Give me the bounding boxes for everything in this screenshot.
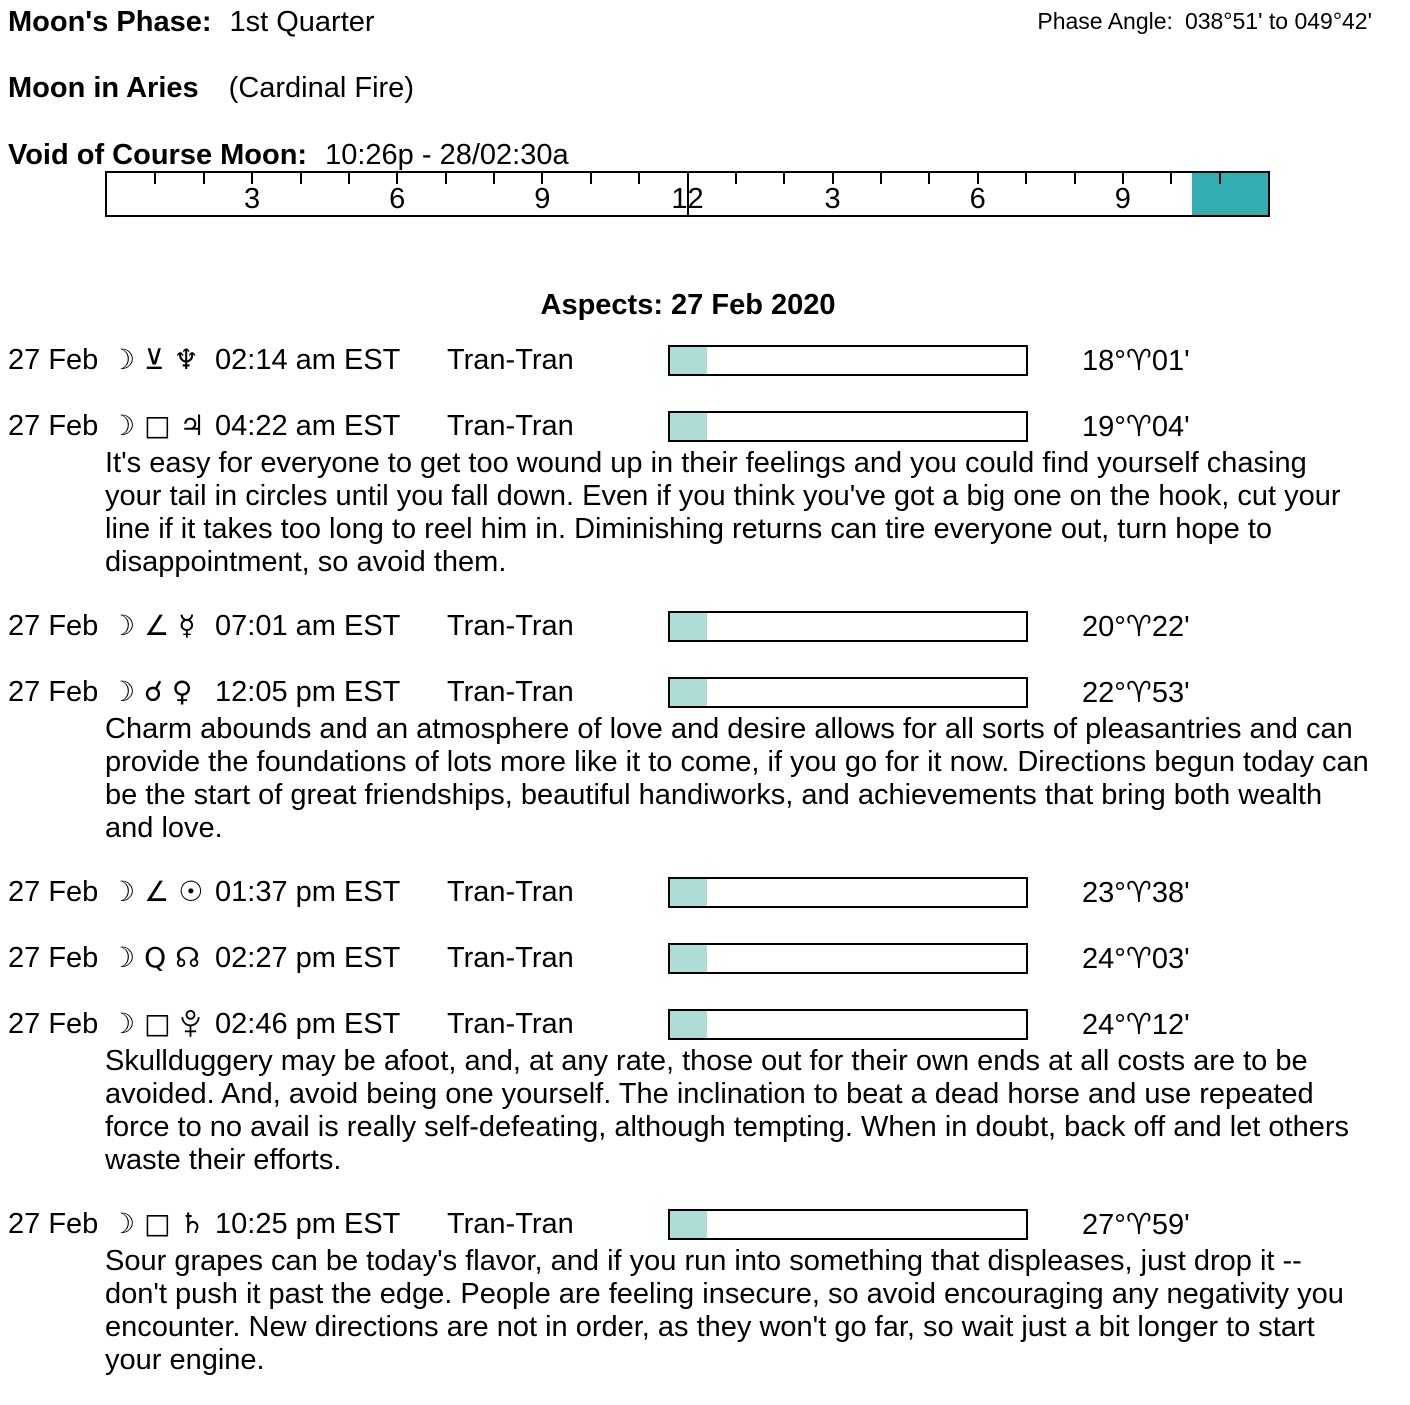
void-of-course-line xyxy=(8,139,569,172)
ruler-tick xyxy=(1170,173,1172,184)
planet-north-node-icon: ☊ xyxy=(175,941,201,974)
aspect-date: 27 Feb xyxy=(8,343,99,376)
moon-phase-line xyxy=(8,6,375,39)
planet-mercury-icon: ☿ xyxy=(178,609,196,642)
ruler-tick xyxy=(928,173,930,184)
moon-icon: ☽ xyxy=(110,875,136,908)
aspect-square-icon: □ xyxy=(144,1007,171,1040)
aspect-time: 02:46 pm EST xyxy=(215,1007,401,1040)
aspect-date: 27 Feb xyxy=(8,875,99,908)
ruler-hour-label: 9 xyxy=(534,183,551,215)
aspect-row xyxy=(0,607,1410,645)
ruler-tick xyxy=(154,173,156,184)
aspect-conjunction-icon: ☌ xyxy=(144,675,163,708)
aspect-progress-fill xyxy=(670,1011,707,1038)
ruler-hour-label: 3 xyxy=(244,183,261,215)
moon-icon: ☽ xyxy=(110,1007,136,1040)
planet-venus-icon: ♀ xyxy=(171,675,193,708)
aspect-description: It's easy for everyone to get too wound up in their feelings and you could find yourself chasing your tail in circles until you fall down. Even if you think you've got a big one on the hook, cut your line if it takes too long to reel him in. Diminishing returns can tire everyone out, turn hope to disappointment, so avoid them. xyxy=(105,447,1341,578)
aspect-glyphs xyxy=(110,1009,215,1039)
aspect-type: Tran-Tran xyxy=(447,409,574,442)
ruler-tick xyxy=(493,173,495,184)
moon-icon: ☽ xyxy=(110,941,136,974)
aspect-glyphs xyxy=(110,1207,215,1240)
aspect-type: Tran-Tran xyxy=(447,1207,574,1240)
aspect-progress-bar xyxy=(668,611,1028,642)
moon-icon: ☽ xyxy=(110,675,136,708)
ruler-tick xyxy=(348,173,350,184)
moon-sign-line xyxy=(8,72,414,105)
ruler-tick xyxy=(1074,173,1076,184)
aspect-time: 02:14 am EST xyxy=(215,343,401,376)
aspect-progress-bar xyxy=(668,677,1028,708)
ruler-tick xyxy=(1025,173,1027,184)
aspects-list xyxy=(0,341,1410,1405)
aspects-title: Aspects: 27 Feb 2020 xyxy=(540,289,836,321)
ruler-hour-label: 6 xyxy=(389,183,406,215)
aspect-quintile-icon: Q xyxy=(144,941,167,974)
aspect-progress-fill xyxy=(670,879,707,906)
ruler-tick xyxy=(445,173,447,184)
aspect-row xyxy=(0,873,1410,911)
aspect-block xyxy=(0,1005,1410,1177)
aspect-progress-bar xyxy=(668,943,1028,974)
aspect-date: 27 Feb xyxy=(8,609,99,642)
aspect-glyphs xyxy=(110,409,215,442)
aspect-semi-square-icon: ∠ xyxy=(144,609,170,642)
aspect-type: Tran-Tran xyxy=(447,609,574,642)
aspect-date: 27 Feb xyxy=(8,675,99,708)
aspect-progress-fill xyxy=(670,413,707,440)
moon-icon: ☽ xyxy=(110,409,136,442)
ruler-tick xyxy=(638,173,640,184)
aspect-block xyxy=(0,1205,1410,1377)
aspect-block xyxy=(0,939,1410,977)
planet-sun-icon: ☉ xyxy=(178,875,204,908)
aspect-time: 10:25 pm EST xyxy=(215,1207,401,1240)
aspect-progress-fill xyxy=(670,347,707,374)
ruler-tick xyxy=(880,173,882,184)
aspect-position: 20°♈22' xyxy=(1082,610,1190,643)
ruler-hour-label: 12 xyxy=(671,183,704,215)
ruler-tick xyxy=(1219,173,1221,184)
aspect-position: 22°♈53' xyxy=(1082,676,1190,709)
aspect-time: 07:01 am EST xyxy=(215,609,401,642)
aspect-block xyxy=(0,873,1410,911)
phase-angle-value: 038°51' to 049°42' xyxy=(1184,8,1372,34)
void-of-course-ruler xyxy=(105,171,1270,217)
moon-icon: ☽ xyxy=(110,609,136,642)
voc-highlight-block xyxy=(1192,173,1268,215)
moon-phase-value: 1st Quarter xyxy=(229,6,375,38)
aspect-progress-bar xyxy=(668,411,1028,442)
aspect-position: 24°♈12' xyxy=(1082,1008,1190,1041)
ruler-tick xyxy=(590,173,592,184)
aspect-progress-fill xyxy=(670,1211,707,1238)
aspect-block xyxy=(0,407,1410,579)
aspect-progress-bar xyxy=(668,1009,1028,1040)
aspect-row xyxy=(0,341,1410,379)
void-of-course-value: 10:26p - 28/02:30a xyxy=(325,139,569,171)
ruler-tick xyxy=(300,173,302,184)
moon-sign-label: Moon in Aries xyxy=(8,72,199,104)
aspect-row xyxy=(0,939,1410,977)
aspect-glyphs xyxy=(110,941,215,974)
aspect-progress-fill xyxy=(670,945,707,972)
aspect-glyphs xyxy=(110,675,215,708)
moon-icon: ☽ xyxy=(110,343,136,376)
aspect-glyphs xyxy=(110,343,215,376)
aspect-time: 02:27 pm EST xyxy=(215,941,401,974)
aspect-date: 27 Feb xyxy=(8,1207,99,1240)
ruler-tick xyxy=(783,173,785,184)
planet-pluto-icon xyxy=(180,1009,201,1039)
aspect-block xyxy=(0,607,1410,645)
ruler-hour-label: 3 xyxy=(824,183,841,215)
aspect-progress-bar xyxy=(668,1209,1028,1240)
aspect-square-icon: □ xyxy=(144,1207,171,1240)
aspect-row xyxy=(0,673,1410,711)
aspect-time: 01:37 pm EST xyxy=(215,875,401,908)
aspect-position: 18°♈01' xyxy=(1082,344,1190,377)
aspect-description: Skullduggery may be afoot, and, at any rate, those out for their own ends at all costs are to be avoided. And, avoid being one yourself. The inclination to beat a dead horse and use repeated force to no avail is really self-defeating, although tempting. When in doubt, back off and let others waste their efforts. xyxy=(105,1045,1349,1176)
aspect-progress-bar xyxy=(668,345,1028,376)
ruler-tick xyxy=(203,173,205,184)
aspect-description: Charm abounds and an atmosphere of love and desire allows for all sorts of pleasantries and can provide the foundations of lots more like it to come, if you go for it now. Directions begun today can be the start of great friendships, beautiful handiworks, and achievements that bring both wealth and love. xyxy=(105,713,1369,844)
planet-neptune-icon: ♆ xyxy=(173,343,199,376)
aspect-type: Tran-Tran xyxy=(447,675,574,708)
aspect-row xyxy=(0,407,1410,445)
phase-angle-line xyxy=(1037,8,1372,35)
ruler-hour-label: 6 xyxy=(969,183,986,215)
planet-jupiter-icon: ♃ xyxy=(179,409,205,442)
aspect-progress-fill xyxy=(670,613,707,640)
moon-icon: ☽ xyxy=(110,1207,136,1240)
aspect-date: 27 Feb xyxy=(8,941,99,974)
aspect-position: 19°♈04' xyxy=(1082,410,1190,443)
aspect-description: Sour grapes can be today's flavor, and if you run into something that displeases, just drop it -- don't push it past the edge. People are feeling insecure, so avoid encouraging any negativity you encounter. New directions are not in order, as they won't go far, so wait just a bit longer to start your engine. xyxy=(105,1245,1344,1376)
planet-saturn-icon: ♄ xyxy=(179,1207,205,1240)
aspect-position: 27°♈59' xyxy=(1082,1208,1190,1241)
aspect-progress-fill xyxy=(670,679,707,706)
aspect-type: Tran-Tran xyxy=(447,941,574,974)
void-of-course-label: Void of Course Moon: xyxy=(8,139,308,171)
aspect-type: Tran-Tran xyxy=(447,343,574,376)
aspect-date: 27 Feb xyxy=(8,409,99,442)
aspect-time: 12:05 pm EST xyxy=(215,675,401,708)
aspect-glyphs xyxy=(110,609,215,642)
aspect-block xyxy=(0,341,1410,379)
aspect-date: 27 Feb xyxy=(8,1007,99,1040)
aspect-square-icon: □ xyxy=(144,409,171,442)
moon-sign-note: (Cardinal Fire) xyxy=(228,72,414,104)
moon-phase-label: Moon's Phase: xyxy=(8,6,212,38)
aspect-position: 24°♈03' xyxy=(1082,942,1190,975)
aspect-type: Tran-Tran xyxy=(447,875,574,908)
ruler-tick xyxy=(735,173,737,184)
aspect-semi-sextile-icon: ⊻ xyxy=(144,343,165,376)
phase-angle-label: Phase Angle: xyxy=(1037,8,1173,34)
aspect-position: 23°♈38' xyxy=(1082,876,1190,909)
aspect-block xyxy=(0,673,1410,845)
aspect-time: 04:22 am EST xyxy=(215,409,401,442)
ruler-hour-label: 9 xyxy=(1114,183,1131,215)
aspect-row xyxy=(0,1005,1410,1043)
aspect-progress-bar xyxy=(668,877,1028,908)
aspect-row xyxy=(0,1205,1410,1243)
aspect-semi-square-icon: ∠ xyxy=(144,875,170,908)
aspect-glyphs xyxy=(110,875,215,908)
aspect-type: Tran-Tran xyxy=(447,1007,574,1040)
